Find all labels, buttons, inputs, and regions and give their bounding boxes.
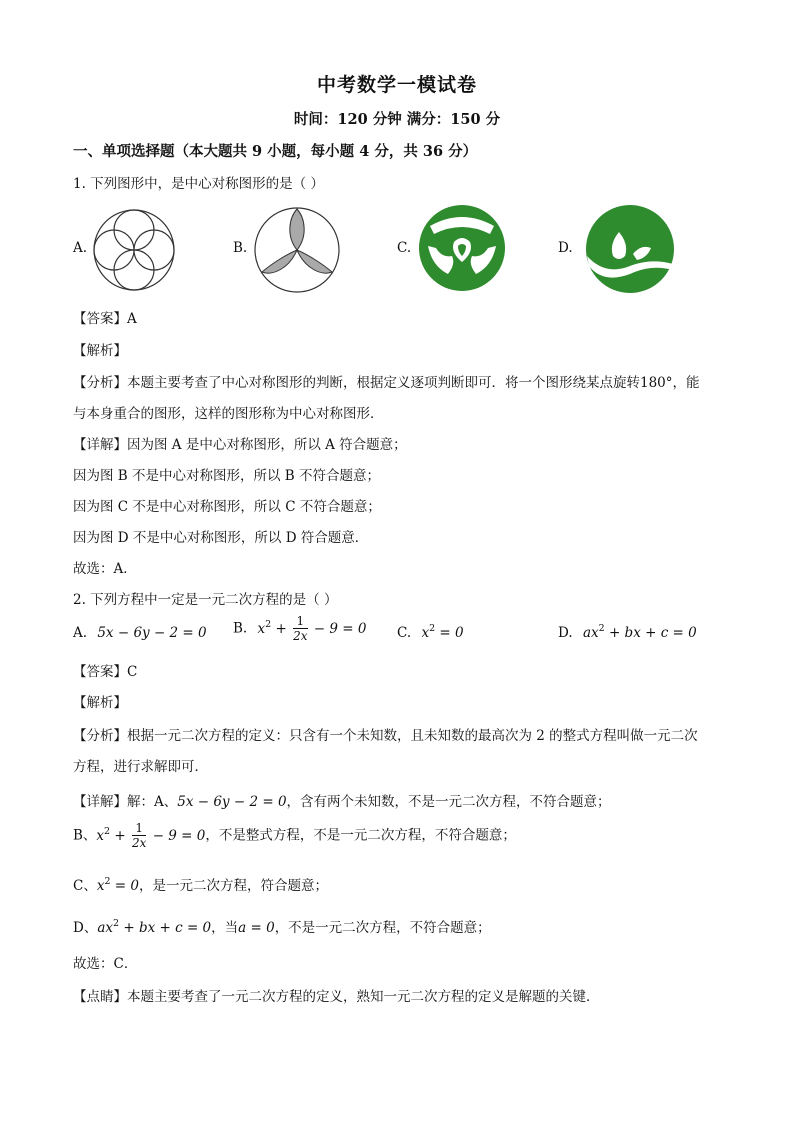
three-petal-circle-icon xyxy=(253,206,341,294)
exam-info: 时间：120 分钟 满分：150 分 xyxy=(293,111,501,128)
q2-option-c-label: C. xyxy=(397,625,412,641)
q2-option-d-equation: $ax^2$ + bx + c = 0 xyxy=(582,623,697,641)
q1-analysis-heading: 【解析】 xyxy=(73,343,127,359)
overlapping-circles-icon xyxy=(91,208,177,292)
q2-option-d xyxy=(558,625,697,641)
q2-comment: 【点睛】本题主要考查了一元二次方程的定义，熟知一元二次方程的定义是解题的关键． xyxy=(73,989,600,1005)
green-emblem-icon xyxy=(418,204,506,292)
q1-detail-line: 因为图 C 不是中心对称图形，所以 C 不符合题意； xyxy=(73,499,381,515)
q2-option-a-equation: 5x − 6y − 2 = 0 xyxy=(97,625,207,641)
q2-detail-c: C、$x^2 = 0$，是一元二次方程，符合题意； xyxy=(73,876,328,894)
question-1-stem: 1. 下列图形中，是中心对称图形的是（ ） xyxy=(73,176,324,192)
q1-detail-line: 因为图 D 不是中心对称图形，所以 D 符合题意． xyxy=(73,530,369,546)
q1-choose: 故选：A． xyxy=(73,561,137,577)
q1-fenxi-line-1: 【分析】本题主要考查了中心对称图形的判断，根据定义逐项判断即可．将一个图形绕某点旋转180°，能 xyxy=(73,375,700,391)
q2-option-c xyxy=(397,625,464,641)
q2-analysis-heading: 【解析】 xyxy=(73,695,127,711)
q2-option-b xyxy=(233,615,366,643)
q2-choose: 故选：C． xyxy=(73,956,138,972)
q2-detail-a: 【详解】解：A、5x − 6y − 2 = 0，含有两个未知数，不是一元二次方程，不符合题意； xyxy=(73,794,611,810)
section-heading: 一、单项选择题（本大题共 9 小题，每小题 4 分，共 36 分） xyxy=(73,143,478,160)
q1-fenxi-line-2: 与本身重合的图形，这样的图形称为中心对称图形． xyxy=(73,406,384,422)
q1-option-c-label: C. xyxy=(397,240,412,256)
page-title: 中考数学一模试卷 xyxy=(316,74,477,96)
q2-option-b-equation: $x^2$ + $\frac{1}{2x}$ − 9 = 0 xyxy=(257,614,367,643)
q1-detail-line: 因为图 B 不是中心对称图形，所以 B 不符合题意； xyxy=(73,468,381,484)
q2-detail-d: D、$ax^2$ + bx + c = 0，当a = 0，不是一元二次方程，不符合题意； xyxy=(73,918,491,936)
q2-option-b-label: B. xyxy=(233,620,248,637)
green-water-logo-icon xyxy=(585,204,675,294)
q2-detail-b: B、$x^2$ + $\frac{1}{2x}$ − 9 = 0，不是整式方程，不是一元二次方程，不符合题意； xyxy=(73,821,516,850)
q2-option-d-label: D. xyxy=(558,625,573,641)
q2-option-a-label: A. xyxy=(73,625,88,641)
question-2-stem: 2. 下列方程中一定是一元二次方程的是（ ） xyxy=(73,592,338,608)
q2-fenxi-line-1: 【分析】根据一元二次方程的定义：只含有一个未知数，且未知数的最高次为 2 的整式方程叫做一元二次 xyxy=(73,728,698,744)
q1-option-b-label: B. xyxy=(233,240,248,256)
q2-option-a xyxy=(73,625,207,641)
q2-fenxi-line-2: 方程，进行求解即可． xyxy=(73,759,208,775)
q2-option-c-equation: $x^2 = 0$ xyxy=(421,623,464,641)
q1-answer: 【答案】A xyxy=(73,311,137,327)
q1-option-a-label: A. xyxy=(73,240,88,256)
q1-option-d-label: D. xyxy=(558,240,573,256)
q2-answer: 【答案】C xyxy=(73,664,138,680)
q1-detail-line: 【详解】因为图 A 是中心对称图形，所以 A 符合题意； xyxy=(73,437,407,453)
